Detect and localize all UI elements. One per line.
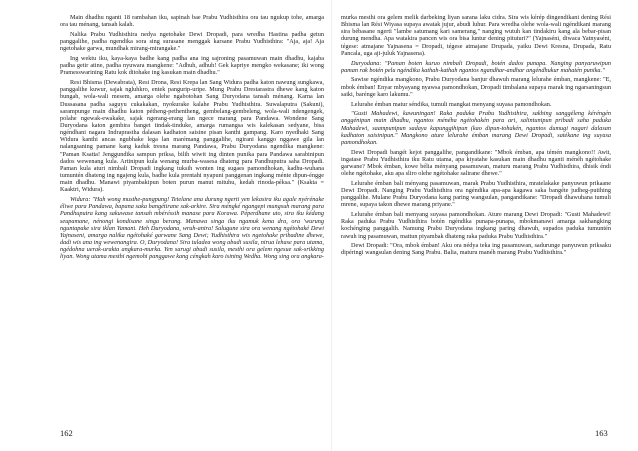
left-page — [60, 14, 324, 424]
right-paragraph-6: Dewi Dropadi bangét kejot panggalihe, pangandikane: "Mbok émban, apa témén mangkono!! Awit, ingatase Prabu Yudhisthira iku Ratu utama, apa kiyatahe kasukan main dhadhu nganti ménéh ngétohake garwane? Mbok émban, kowe bélia ményang pasamuwan, maturu marang Prabu Yudhisthira, dhisik éndi olehe ngétohake, aku apa sliro olehe ngétohake salirane dhewe." — [341, 148, 611, 178]
right-paragraph-7: Lelurahe émban bali ményang pasamuwan, marak Prabu Yudhisthira, mratelakake panyuwun prikaane Dewi Dropadi. Nanging Prabu Yudhisthira ora ngéndika apa-apa kagawa saka bangéte judheg-putihing panggalihe. Mulane Prabu Duryodana kang paring wangsulan, pangandikane: "Dropadi dhawuhana tumuli mrene, supaya takon dhewe marang priyane." — [341, 179, 611, 209]
right-paragraph-8: Lelurahe émban bali menyang suyasa pamondhokan. Ature marang Dewi Dropadi: "Gusti Mahadewi! Raka paduka Prabu Yudhisthira botén ngéndika punapa-punapa, mbokmanawi amarga sakhangking kochénging panggalih. Namung Prabu Duryodana ingkang paring dhawuh, supados paduka tumuntén rawuh ing pasamuwan, mattun piyambak dhateng raka paduka Prabu Yudhisthira." — [341, 211, 611, 240]
right-paragraph-9: Dewi Dropadi: "Ora, mbok émban! Aku ora nédya teka ing pasamuwan, sadurunge panyuwun priksaku dipéringi wangsulan dening Sang Prabu. Balia, maturu manéh marang Prabu Yudhisthira." — [341, 242, 611, 257]
right-paragraph-2: Duryodana: "Paman boten kuruo nimbali Dropadi, botén dados punapa. Nanging panyaruwipun paman rak botén pelu ngéndika kathah-kathah ngantos ngandhar-andhar angéndhukur mahatén punika." — [341, 59, 611, 74]
left-paragraph-2: Nalika Prabu Yudhisthira nedya ngetohake Dewi Dropadi, para wredha Hastina padha getun panggalihe, padha ngendika sora sing surasane menggak karsane Prabu Yudhisthira: "Aja, aja! Aja ngetohake garwa, mundhak mirang-mirangake." — [60, 30, 324, 53]
left-paragraph-5: Widura: "Hah wong musthe-pungpung! Tetelane ana durung ngerti yen lekasira iku agale nyérénake éliwe para Pandawa, bapana saka bangétirane sak-arkire. Sira méngké ngangepi mungsuh marang para Pandhuputra kang sakuwase tansah mbéréssih manase para Korawa. Péperdhane uto, sira iku kédang seupamane, nénongi kondisane singa berang. Manawa singa iku ngamuk kena dra, ora 'wurung nguntapake sira iklan Yamani. Heh Duryodana, wruh-anira! Salugune sira ora wenang ngétohaké Dewi Yajnaseni, amarga nalika ngétohaké garwane Sang Dewi; Yudhisthira wis ngetohake pribadine dhewe, dadi wis ana ing wewenangira. O, Duryodana! Sira tuladea wong abudi susila, nirua lehase para utama, ngédohna uerak-urakta angkara-murka. Yen sarugi abudi susila, mesthi ora gelem ngesue sak-srikking liyan. Wong utama mesthi ngemohi panggawe kang céngkah karo isining Wedha. Wong sing ora angkara- — [60, 196, 324, 261]
right-page-number: 163 — [595, 428, 608, 438]
right-paragraph-4: Lelurahe émban matur séndika, tumuli mangkat menyang suyasa pamondhokan. — [351, 100, 552, 108]
right-paragraph-3: Sawise ngéndika mangkono, Prabu Duryodana banjur dhawuh marang lelurahe émban, mangkene: "E, mbok émban! Enyar mbyayang nyawsa pamondhokan, Dropadi timbalana supaya marak ing ngarsaningsun saiki, barénge karo lakumu." — [341, 76, 611, 98]
right-paragraph-5: "Gusti Mahadewi, kawuningan! Raka paduka Prabu Yudhisthira, sakhing sanggéleng kéréngén anggénipun main dhadhu, ngantos ménéha ngétohakén para ari, salintunipun pribadi saha paduka Mahadewi, saampunipun sadaya kapunggihipun (kao dipun-tohakén, ngantos dumugi nagari dalasan kadhaton saisinipun." Mangkono ature lelurahe émban marang Dewi Dropadi, satékane ing suyasa pamondhokan. — [341, 110, 611, 146]
right-paragraph-1: murka mesthi ora gelem melik darbeking liyan sarana laku cidra. Sira wis kérép dingendikani dening Rési Bhisma lan Rési Wiyasa supaya awatak jujur, abudi luhur. Para wredha olehe wola-wali ngéndikani marang sira bébasane ngerti "lambe satumang kari samerang," nanging wutuh kan tindakiru kang ala bebar-pisan durung mendha. Apa watakira pancen wis ora bisa luntur dening pituturi?" (Yajnaséni, diwaca Yatnyaséni, tégese: atmajane Yajnasena = Dropadi, tégese atmajane Drupada, yaiku Dewi Kresna, Drupada, Ratu Pancala, uga aji-juluk Yajnasena). — [341, 14, 611, 57]
page-gutter — [331, 0, 332, 451]
left-paragraph-4: Resi Bhisma (Dewabrata), Resi Drona, Resi Krepa lan Sang Widura padha katon nawung sungkawa, panggalihe kuwur, sajak ngluhkro, entek pangurip-uripe. Mung Prabu Drestarastra dhewe kang katon bungah, wola-wali mesem, amarga olehe ngabotohan Sang Duryodana tansah ménang. Karna lan Dussasana padha saguyu cukakakan, nyokurake kalahe Prabu Yudhisthira. Suwalaputra (Sakuni), sarampunge main dhadhu katon pétheng-pethentheng, gembelang-gembeleng, wola-wali ndengengek, polahe ngewak-ewakake, sajak ngerang-erang lan ngece marang para Pandawa. Wondene Sang Duryodana katon gembira banget tindak-tinduke, amarga rumangsa wis kalekasan sedyane, bisa ngéndhani nagara Indraprastha dalasan kadhaton saisine pisan kanthi gampang. Karo nyedhaki Sang Widura kanthi ancas ngubhake lega lan marémang panggalihe, ngirani kanggo nggawe gila lan nalangsaning pamane kang kaduk tresna marang Pandawa, Prabu Duryodana ngendika mangkene: "Paman Ksatta! Jenggundika sampun priksa, bilih wiwit ing dinten punika para Pandawa sarabinipun dados wewenang kula. Artinipun kula wenang murba-wasesa dhateng para Pandhuputra saha Dropadi. Paman kula aturi nimbali Dropadi ingkang tuksih wonten ing sugaes pamondhokan, kadhu-wuhana tumuntén dhateng ing ngajeng kula, badhe kula prentahi nyapuni panggenan ingkang ménte dipun-éngge main dhadhu. Manawi piyambakipun boten purun manut mituhu, kedah rinoda-péksa." (Ksakta = Kaaktri, Widura). — [60, 79, 324, 194]
left-paragraph-1: Main dhadhu nganti 18 rambahan iku, sapinah bae Prabu Yudhisthira ora tau ngukup tohe, amarga ora tau ménang, tansah kalah. — [60, 14, 324, 29]
left-page-number: 162 — [60, 428, 73, 438]
left-paragraph-3: Ing wektu iku, kaya-kaya badhe kang padha ana ing sajroning pasamuwan main dhadhu, kajaba padha getir atine, padha nyuwara mangkene: "Adhuh, adhuh! Gek kapriye mengko wekasane; iki wong Pramesswarining Ratu kok ditohake ing kasukan main dhadhu." — [60, 54, 324, 77]
right-page — [341, 14, 611, 424]
